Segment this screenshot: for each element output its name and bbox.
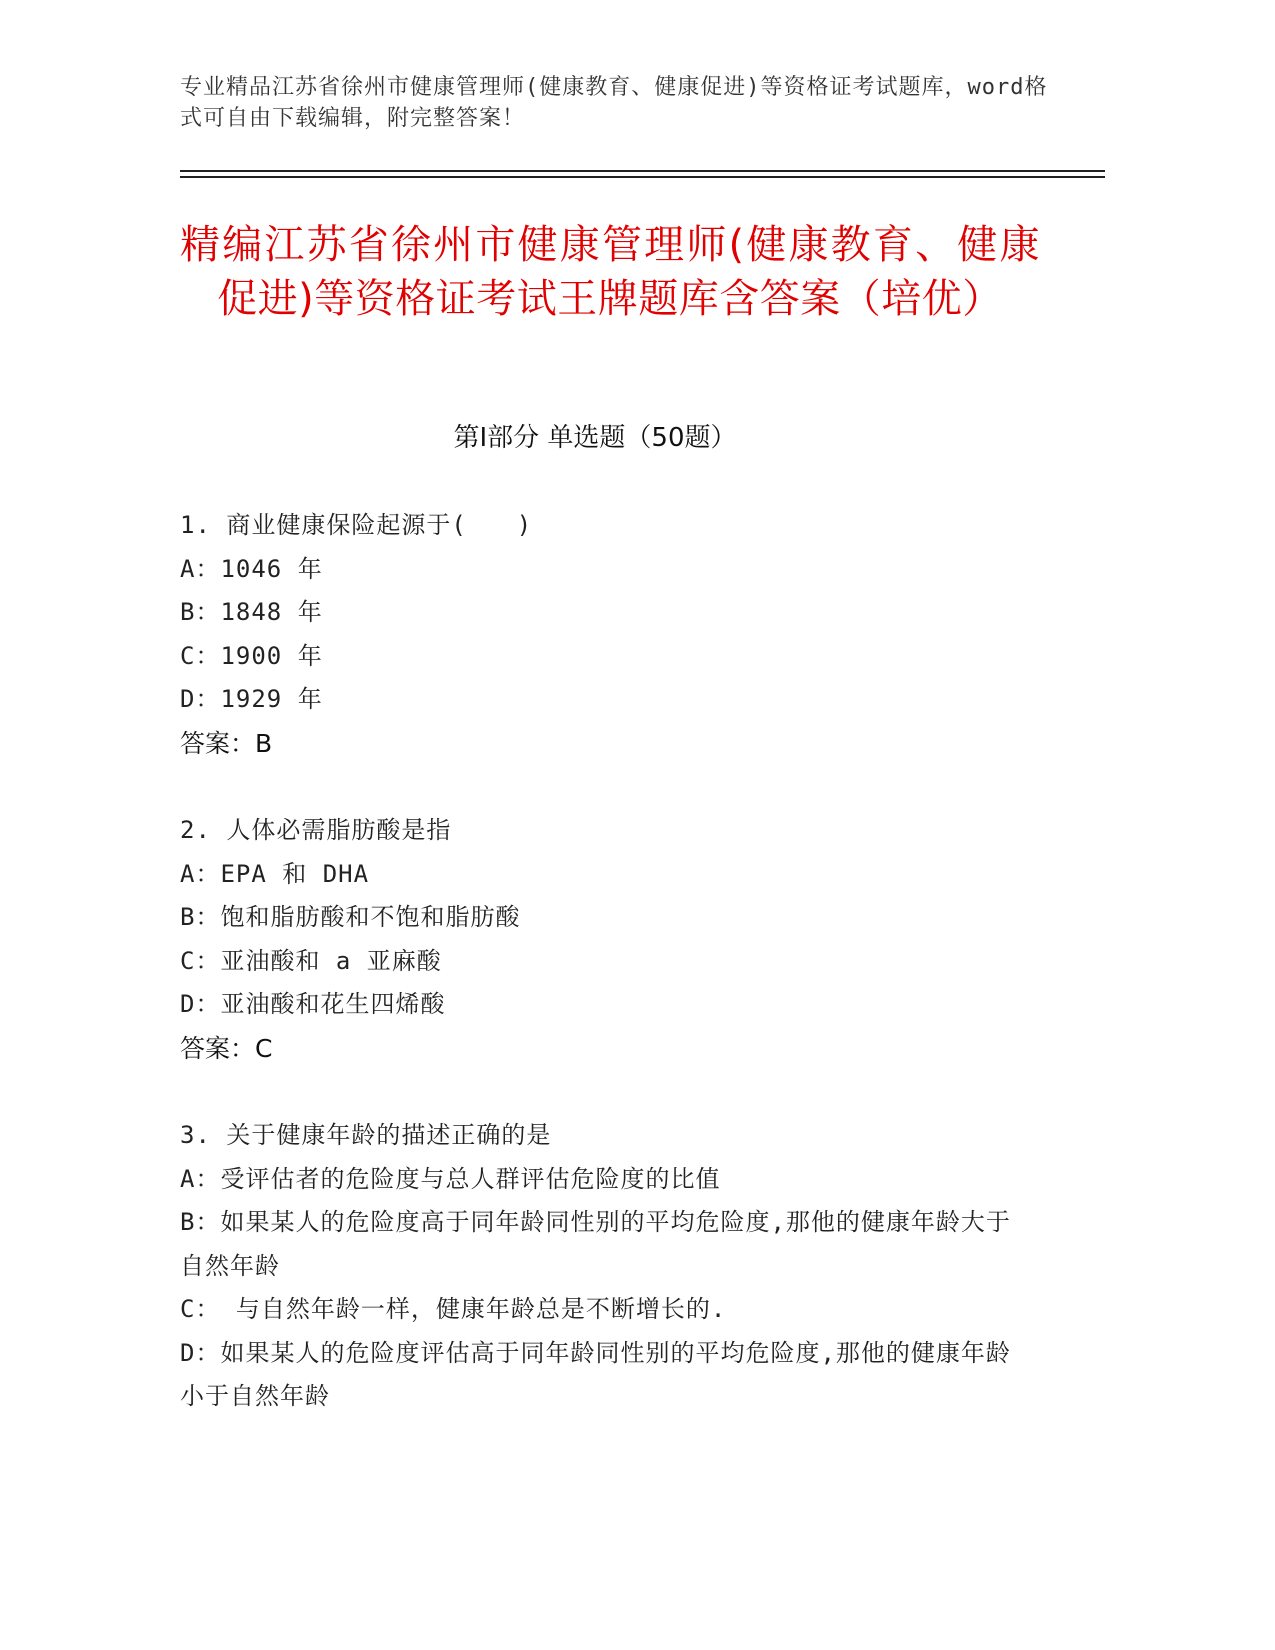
option-b: B：饱和脂肪酸和不饱和脂肪酸 [180,903,521,931]
question-2 [180,809,1030,1070]
document-title: 精编江苏省徐州市健康管理师(健康教育、健康促进)等资格证考试王牌题库含答案（培优） [180,222,1040,322]
section-heading: 第Ⅰ部分 单选题（50题） [453,423,737,453]
option-b: B：1848 年 [180,598,323,626]
option-a: A：受评估者的危险度与总人群评估危险度的比值 [180,1164,721,1193]
option-a: A：1046 年 [180,554,323,583]
question-list [180,504,1030,1463]
question-stem: 2. 人体必需脂肪酸是指 [180,816,452,844]
option-d: D：1929 年 [180,685,323,713]
question-3 [180,1114,1030,1419]
question-stem: 1. 商业健康保险起源于( ) [180,511,533,539]
answer: 答案：B [180,728,273,758]
option-d: D：如果某人的危险度评估高于同年龄同性别的平均危险度,那他的健康年龄小于自然年龄 [180,1338,1011,1410]
option-c: C：亚油酸和 a 亚麻酸 [180,946,442,975]
header-note: 专业精品江苏省徐州市健康管理师(健康教育、健康促进)等资格证考试题库，word格式可自由下载编辑，附完整答案！ [180,75,1048,131]
option-c: C： 与自然年龄一样，健康年龄总是不断增长的. [180,1295,727,1323]
option-b: B：如果某人的危险度高于同年龄同性别的平均危险度,那他的健康年龄大于自然年龄 [180,1208,1011,1280]
question-1 [180,504,1030,765]
option-d: D：亚油酸和花生四烯酸 [180,990,446,1018]
header-divider-top [180,170,1105,172]
option-c: C：1900 年 [180,641,323,670]
header-divider-bottom [180,176,1105,178]
question-stem: 3. 关于健康年龄的描述正确的是 [180,1121,552,1149]
answer: 答案：C [180,1033,273,1063]
option-a: A：EPA 和 DHA [180,859,370,888]
